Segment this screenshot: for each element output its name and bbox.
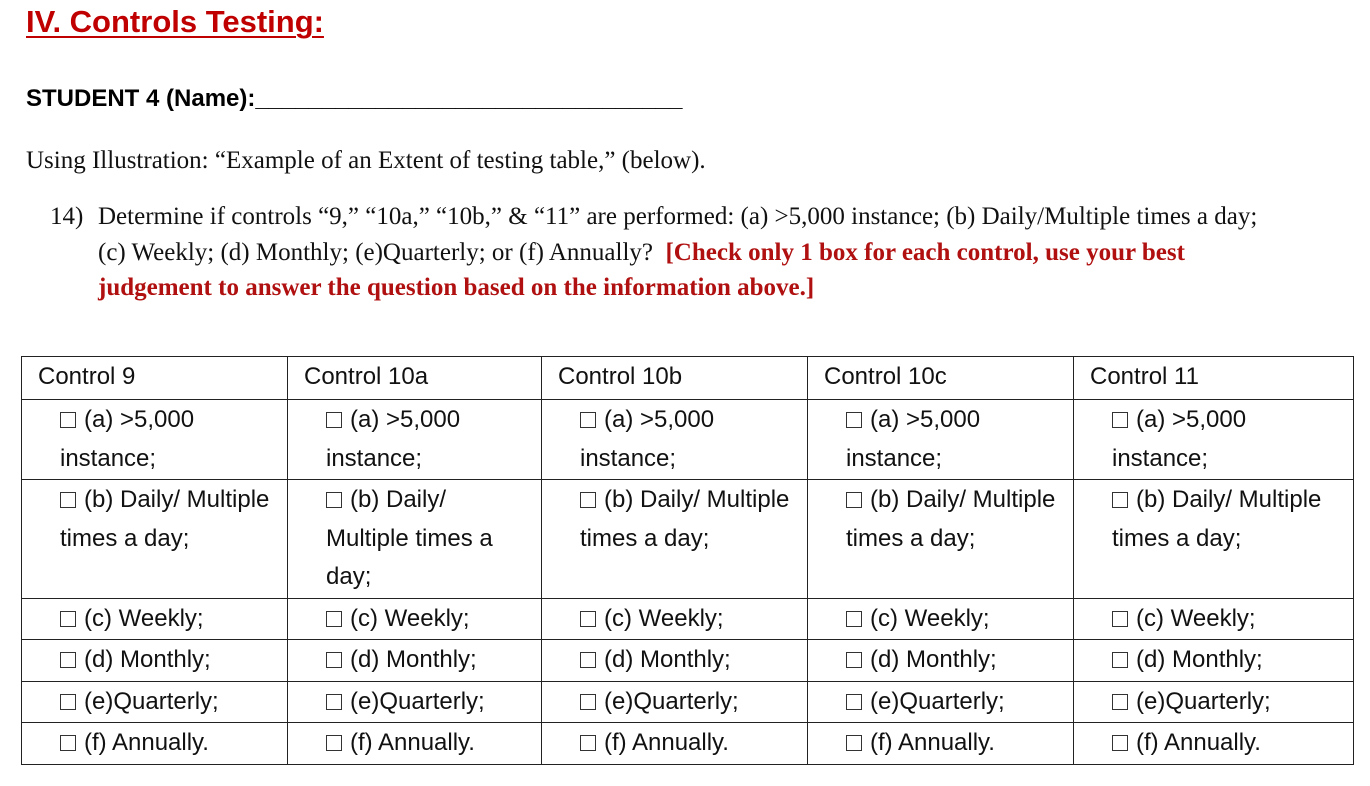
option-cell[interactable] (22, 598, 288, 640)
checkbox-icon[interactable] (326, 492, 342, 508)
checkbox-icon[interactable] (580, 652, 596, 668)
option-label: (e)Quarterly; (1136, 687, 1271, 715)
checkbox-icon[interactable] (326, 611, 342, 627)
checkbox-icon[interactable] (1112, 652, 1128, 668)
checkbox-icon[interactable] (846, 492, 862, 508)
option-cell[interactable] (1074, 480, 1354, 599)
checkbox-icon[interactable] (580, 735, 596, 751)
option-label: (e)Quarterly; (84, 687, 219, 715)
checkbox-icon[interactable] (1112, 735, 1128, 751)
checkbox-icon[interactable] (1112, 492, 1128, 508)
option-cell[interactable] (542, 480, 808, 599)
column-header-control-10a: Control 10a (288, 357, 542, 400)
option-cell[interactable] (542, 400, 808, 480)
option-label: (c) Weekly; (604, 604, 724, 632)
option-cell[interactable] (808, 723, 1074, 765)
option-cell[interactable] (288, 400, 542, 480)
option-cell[interactable] (288, 480, 542, 599)
option-label: (b) Daily/ Multiple times a day; (326, 486, 493, 590)
option-cell[interactable] (542, 723, 808, 765)
option-label: (d) Monthly; (84, 646, 211, 673)
option-label: (c) Weekly; (870, 604, 990, 632)
option-label: (f) Annually. (604, 729, 729, 756)
option-cell[interactable] (288, 640, 542, 682)
header-row (22, 357, 1354, 400)
option-row-e (22, 681, 1354, 723)
checkbox-icon[interactable] (60, 652, 76, 668)
checkbox-icon[interactable] (580, 492, 596, 508)
intro-text: Using Illustration: “Example of an Extent of testing table,” (below). (26, 147, 706, 174)
option-cell[interactable] (808, 681, 1074, 723)
question-instruction: [Check only 1 box for each control, use your best judgement to answer the question based on the information above.] (98, 238, 1185, 301)
question-number: 14) (50, 203, 84, 230)
option-label: (b) Daily/ Multiple times a day; (580, 486, 790, 552)
option-label: (a) >5,000 instance; (1112, 406, 1247, 472)
option-label: (b) Daily/ Multiple times a day; (846, 486, 1056, 552)
option-label: (b) Daily/ Multiple times a day; (1112, 486, 1322, 552)
option-cell[interactable] (808, 480, 1074, 599)
option-cell[interactable] (288, 723, 542, 765)
checkbox-icon[interactable] (326, 735, 342, 751)
option-cell[interactable] (1074, 598, 1354, 640)
option-cell[interactable] (542, 598, 808, 640)
option-label: (c) Weekly; (1136, 604, 1256, 632)
option-cell[interactable] (1074, 723, 1354, 765)
option-row-c (22, 598, 1354, 640)
option-cell[interactable] (542, 640, 808, 682)
question-text: Determine if controls “9,” “10a,” “10b,” & “11” are performed: (a) >5,000 instance; (b) Daily/Multiple times a day; (c) Weekly; (d) Monthly; (e)Quarterly; or (f) Annually? (98, 203, 1258, 266)
option-cell[interactable] (22, 480, 288, 599)
option-label: (d) Monthly; (870, 646, 997, 673)
option-label: (a) >5,000 instance; (846, 406, 981, 472)
option-label: (b) Daily/ Multiple times a day; (60, 486, 270, 552)
option-label: (c) Weekly; (84, 604, 204, 632)
column-header-control-9: Control 9 (22, 357, 288, 400)
checkbox-icon[interactable] (60, 611, 76, 627)
section-heading: IV. Controls Testing: (26, 4, 324, 39)
question-14 (50, 199, 1280, 306)
checkbox-icon[interactable] (846, 735, 862, 751)
option-row-b (22, 480, 1354, 599)
option-cell[interactable] (1074, 640, 1354, 682)
checkbox-icon[interactable] (846, 694, 862, 710)
option-row-f (22, 723, 1354, 765)
option-cell[interactable] (1074, 681, 1354, 723)
checkbox-icon[interactable] (1112, 611, 1128, 627)
checkbox-icon[interactable] (846, 412, 862, 428)
checkbox-icon[interactable] (846, 652, 862, 668)
option-cell[interactable] (288, 598, 542, 640)
column-header-control-10c: Control 10c (808, 357, 1074, 400)
option-label: (f) Annually. (1136, 729, 1261, 756)
option-cell[interactable] (22, 640, 288, 682)
option-label: (d) Monthly; (604, 646, 731, 673)
checkbox-icon[interactable] (326, 652, 342, 668)
checkbox-icon[interactable] (580, 694, 596, 710)
checkbox-icon[interactable] (846, 611, 862, 627)
checkbox-icon[interactable] (60, 735, 76, 751)
option-cell[interactable] (808, 598, 1074, 640)
option-label: (f) Annually. (84, 729, 209, 756)
option-label: (a) >5,000 instance; (60, 406, 195, 472)
column-header-control-10b: Control 10b (542, 357, 808, 400)
option-label: (e)Quarterly; (350, 687, 485, 715)
checkbox-icon[interactable] (60, 694, 76, 710)
option-label: (f) Annually. (350, 729, 475, 756)
option-label: (d) Monthly; (350, 646, 477, 673)
checkbox-icon[interactable] (1112, 694, 1128, 710)
option-cell[interactable] (1074, 400, 1354, 480)
option-label: (e)Quarterly; (870, 687, 1005, 715)
checkbox-icon[interactable] (580, 611, 596, 627)
option-row-d (22, 640, 1354, 682)
option-label: (a) >5,000 instance; (580, 406, 715, 472)
option-label: (a) >5,000 instance; (326, 406, 461, 472)
checkbox-icon[interactable] (60, 492, 76, 508)
checkbox-icon[interactable] (580, 412, 596, 428)
option-cell[interactable] (22, 681, 288, 723)
option-cell[interactable] (808, 400, 1074, 480)
student-name-field[interactable]: STUDENT 4 (Name):________________________________ (26, 85, 683, 112)
option-label: (c) Weekly; (350, 604, 470, 632)
checkbox-icon[interactable] (1112, 412, 1128, 428)
checkbox-icon[interactable] (60, 412, 76, 428)
option-row-a (22, 400, 1354, 480)
option-cell[interactable] (808, 640, 1074, 682)
checkbox-icon[interactable] (326, 412, 342, 428)
option-cell[interactable] (288, 681, 542, 723)
checkbox-icon[interactable] (326, 694, 342, 710)
column-header-control-11: Control 11 (1074, 357, 1354, 400)
option-cell[interactable] (22, 400, 288, 480)
controls-table (21, 356, 1354, 765)
option-label: (d) Monthly; (1136, 646, 1263, 673)
option-cell[interactable] (22, 723, 288, 765)
option-label: (e)Quarterly; (604, 687, 739, 715)
option-cell[interactable] (542, 681, 808, 723)
option-label: (f) Annually. (870, 729, 995, 756)
